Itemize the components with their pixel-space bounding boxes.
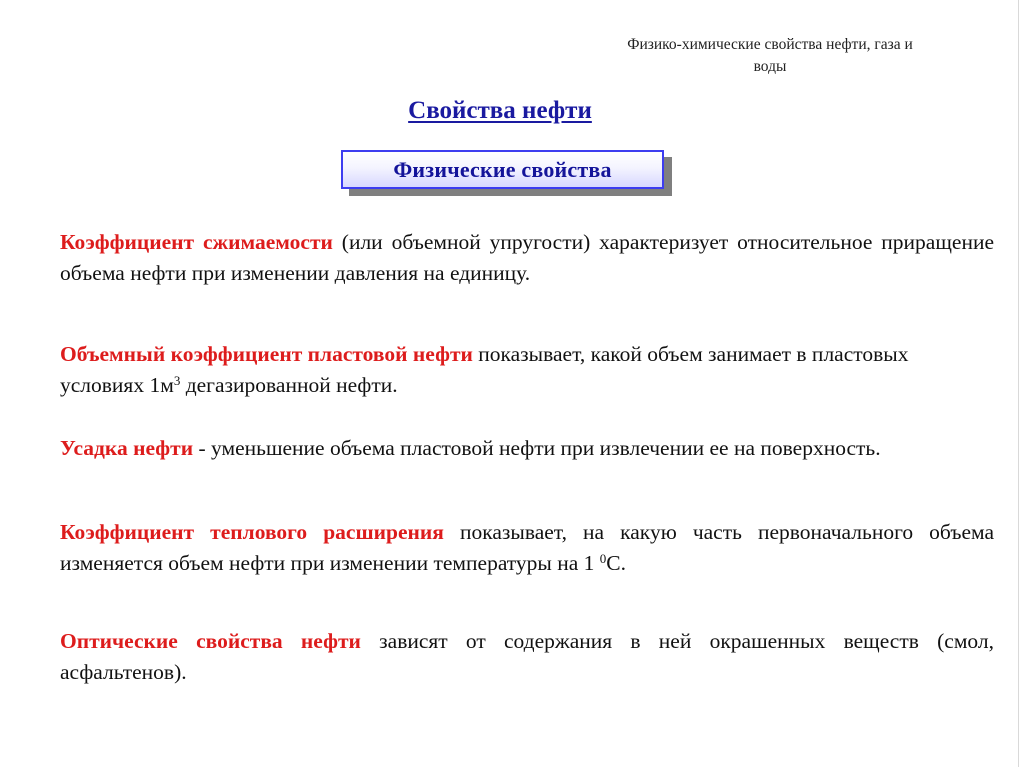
slide-border: [1018, 0, 1019, 767]
paragraph-optical: [60, 626, 994, 688]
superscript-cubic: 3: [173, 373, 181, 388]
text-shrinkage: - уменьшение объема пластовой нефти при извлечении ее на поверхность.: [193, 436, 881, 460]
header-line-1: Физико-химические свойства нефти, газа и: [627, 36, 913, 53]
paragraph-thermal-expansion: [60, 517, 994, 579]
term-compressibility: Коэффициент сжимаемости: [60, 230, 333, 254]
term-shrinkage: Усадка нефти: [60, 436, 194, 460]
text-volume-factor-after: дегазированной нефти.: [180, 373, 398, 397]
text-compressibility: (или объемной упругости) характеризует относительное приращение объема нефти при изменении давления на единицу.: [60, 230, 994, 285]
slide-header: [570, 34, 970, 78]
paragraph-volume-factor: [60, 339, 940, 401]
term-thermal-expansion: Коэффициент теплового расширения: [60, 520, 444, 544]
superscript-degree: 0: [599, 551, 607, 566]
text-volume-factor-before: показывает, какой объем занимает в пластовых условиях 1м: [60, 342, 909, 397]
term-optical: Оптические свойства нефти: [60, 629, 361, 653]
text-thermal-expansion-before: показывает, на какую часть первоначального объема изменяется объем нефти при изменении температуры на 1: [60, 520, 994, 575]
paragraph-compressibility: [60, 227, 994, 289]
section-badge: Физические свойства: [341, 150, 664, 189]
text-thermal-expansion-after: С.: [606, 551, 627, 575]
page-title: Свойства нефти: [408, 97, 592, 124]
paragraph-shrinkage: [60, 433, 994, 464]
term-volume-factor: Объемный коэффициент пластовой нефти: [60, 342, 473, 366]
text-optical: зависят от содержания в ней окрашенных веществ (смол, асфальтенов).: [60, 629, 994, 684]
header-line-2: воды: [753, 58, 787, 75]
